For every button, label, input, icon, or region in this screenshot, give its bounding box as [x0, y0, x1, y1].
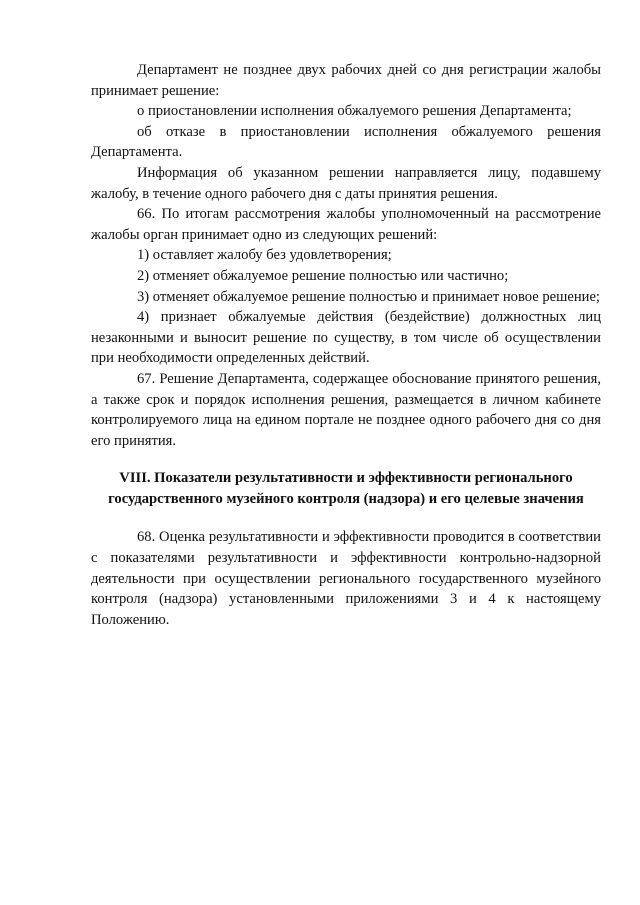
- document-body: [91, 60, 601, 630]
- paragraph-item-68: 68. Оценка результативности и эффективности проводится в соответствии с показателями результативности и эффективности контрольно-надзорной деятельности при осуществлении регионального государственного музейного контроля (надзора) установленными приложениями 3 и 4 к настоящему Положению.: [91, 529, 601, 628]
- list-item-4: 4) признает обжалуемые действия (бездействие) должностных лиц незаконными и выносит решение по существу, в том числе об осуществлении при необходимости определенных действий.: [91, 309, 601, 367]
- section-heading: [91, 468, 601, 509]
- paragraph-decision-intro: Департамент не позднее двух рабочих дней со дня регистрации жалобы принимает решение:: [91, 62, 601, 99]
- list-item-3: 3) отменяет обжалуемое решение полностью и принимает новое решение;: [137, 288, 600, 305]
- section-heading-line-2: государственного музейного контроля (надзора) и его целевые значения: [108, 490, 584, 507]
- paragraph-refusal: об отказе в приостановлении исполнения обжалуемого решения Департамента.: [91, 123, 601, 161]
- section-heading-line-1: VIII. Показатели результативности и эффективности регионального: [119, 470, 573, 487]
- list-item-1: 1) оставляет жалобу без удовлетворения;: [137, 247, 392, 264]
- list-item-2: 2) отменяет обжалуемое решение полностью или частично;: [137, 267, 509, 284]
- paragraph-notification: Информация об указанном решении направляется лицу, подавшему жалобу, в течение одного рабочего дня с даты принятия решения.: [91, 164, 601, 202]
- paragraph-item-67: 67. Решение Департамента, содержащее обоснование принятого решения, а также срок и порядок исполнения решения, размещается в личном кабинете контролируемого лица на едином портале не позднее одного рабочего дня со дня его принятия.: [91, 370, 601, 449]
- paragraph-suspension: о приостановлении исполнения обжалуемого решения Департамента;: [137, 103, 572, 120]
- paragraph-item-66: 66. По итогам рассмотрения жалобы уполномоченный на рассмотрение жалобы орган принимает одно из следующих решений:: [91, 206, 601, 243]
